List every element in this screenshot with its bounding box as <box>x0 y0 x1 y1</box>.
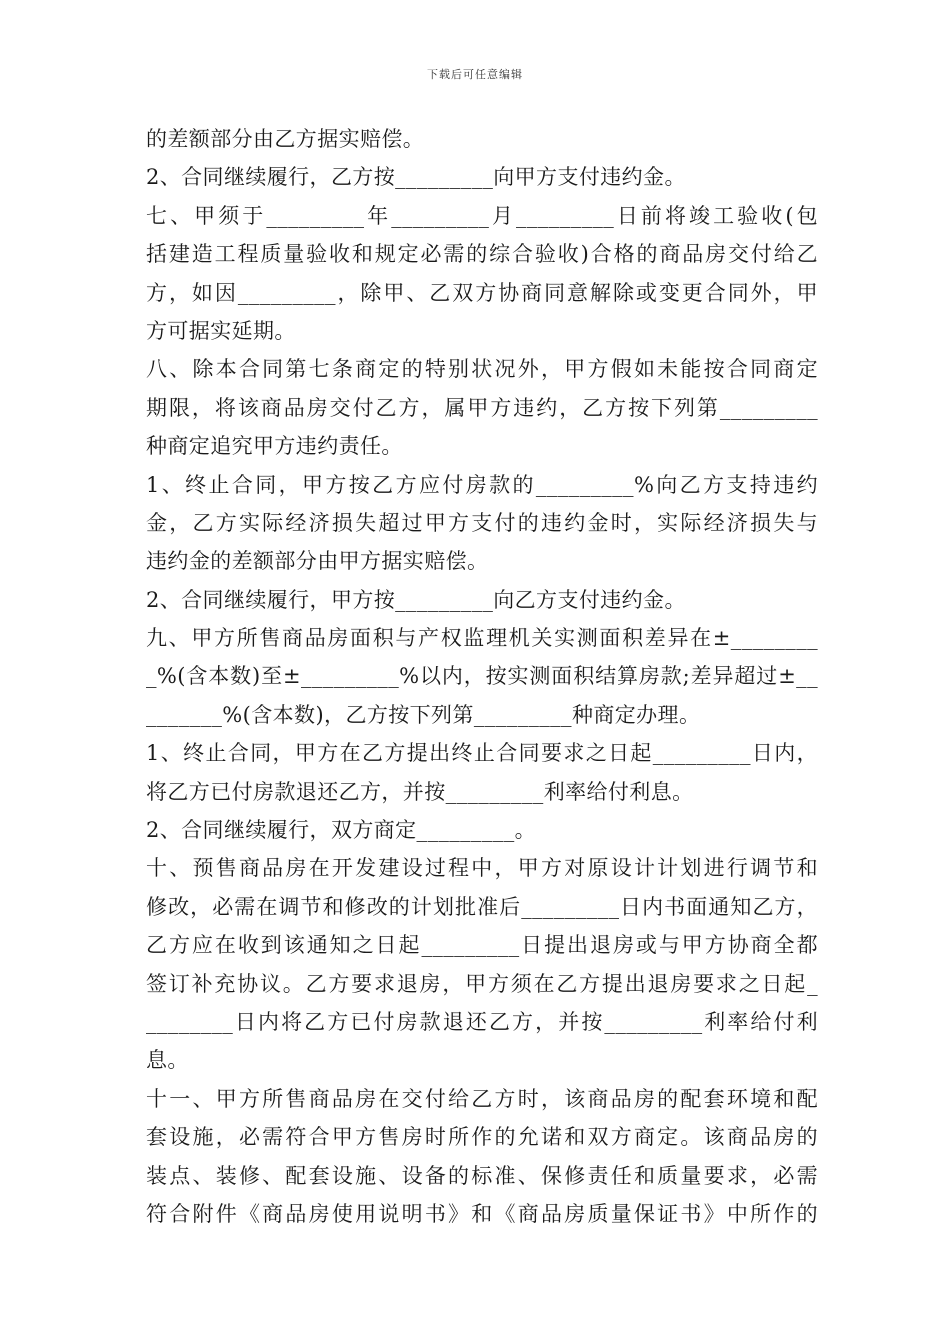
text-line: 将乙方已付房款退还乙方，并按_________利率给付利息。 <box>146 779 694 804</box>
text-line: 1、终止合同，甲方按乙方应付房款的_________%向乙方支持违约 <box>146 472 818 497</box>
contract-body <box>146 120 818 1233</box>
text-line: 金，乙方实际经济损失超过甲方支付的违约金时，实际经济损失与 <box>146 510 818 535</box>
text-line: 装点、装修、配套设施、设备的标准、保修责任和质量要求，必需 <box>146 1163 818 1188</box>
text-line: 九、甲方所售商品房面积与产权监理机关实测面积差异在±________ <box>146 626 818 651</box>
text-line: 息。 <box>146 1048 189 1073</box>
text-line: 七、甲须于_________年_________月_________日前将竣工验收(包 <box>146 203 818 228</box>
text-line: 套设施，必需符合甲方售房时所作的允诺和双方商定。该商品房的 <box>146 1125 818 1150</box>
text-line: 期限，将该商品房交付乙方，属甲方违约，乙方按下列第_________ <box>146 395 818 420</box>
text-line: 签订补充协议。乙方要求退房，甲方须在乙方提出退房要求之日起_ <box>146 971 818 996</box>
text-line: ________日内将乙方已付房款退还乙方，并按_________利率给付利 <box>146 1009 818 1034</box>
text-line: 种商定追究甲方违约责任。 <box>146 434 403 459</box>
text-line: 符合附件《商品房使用说明书》和《商品房质量保证书》中所作的 <box>146 1201 818 1226</box>
text-line: 的差额部分由乙方据实赔偿。 <box>146 127 425 151</box>
text-line: 1、终止合同，甲方在乙方提出终止合同要求之日起_________日内， <box>146 741 818 766</box>
text-line: 八、除本合同第七条商定的特别状况外，甲方假如未能按合同商定 <box>146 357 818 382</box>
text-line: 十一、甲方所售商品房在交付给乙方时，该商品房的配套环境和配 <box>146 1086 818 1111</box>
text-line: 2、合同继续履行，甲方按_________向乙方支付违约金。 <box>146 587 686 612</box>
text-line: 方可据实延期。 <box>146 318 296 343</box>
text-line: 括建造工程质量验收和规定必需的综合验收)合格的商品房交付给乙 <box>146 242 818 267</box>
text-line: 方，如因_________，除甲、乙双方协商同意解除或变更合同外，甲 <box>146 280 818 305</box>
text-line: 2、合同继续履行，乙方按_________向甲方支付违约金。 <box>146 165 686 190</box>
text-line: 乙方应在收到该通知之日起_________日提出退房或与甲方协商全都 <box>146 933 818 958</box>
text-line: _______%(含本数)，乙方按下列第_________种商定办理。 <box>146 702 701 727</box>
text-line: 修改，必需在调节和修改的计划批准后_________日内书面通知乙方， <box>146 894 818 919</box>
text-line: _%(含本数)至±_________%以内，按实测面积结算房款;差异超过±__ <box>146 664 818 689</box>
text-line: 十、预售商品房在开发建设过程中，甲方对原设计计划进行调节和 <box>146 856 818 881</box>
page-header: 下载后可任意编辑 <box>427 68 523 81</box>
text-line: 2、合同继续履行，双方商定_________。 <box>146 818 537 843</box>
text-line: 违约金的差额部分由甲方据实赔偿。 <box>146 549 489 574</box>
